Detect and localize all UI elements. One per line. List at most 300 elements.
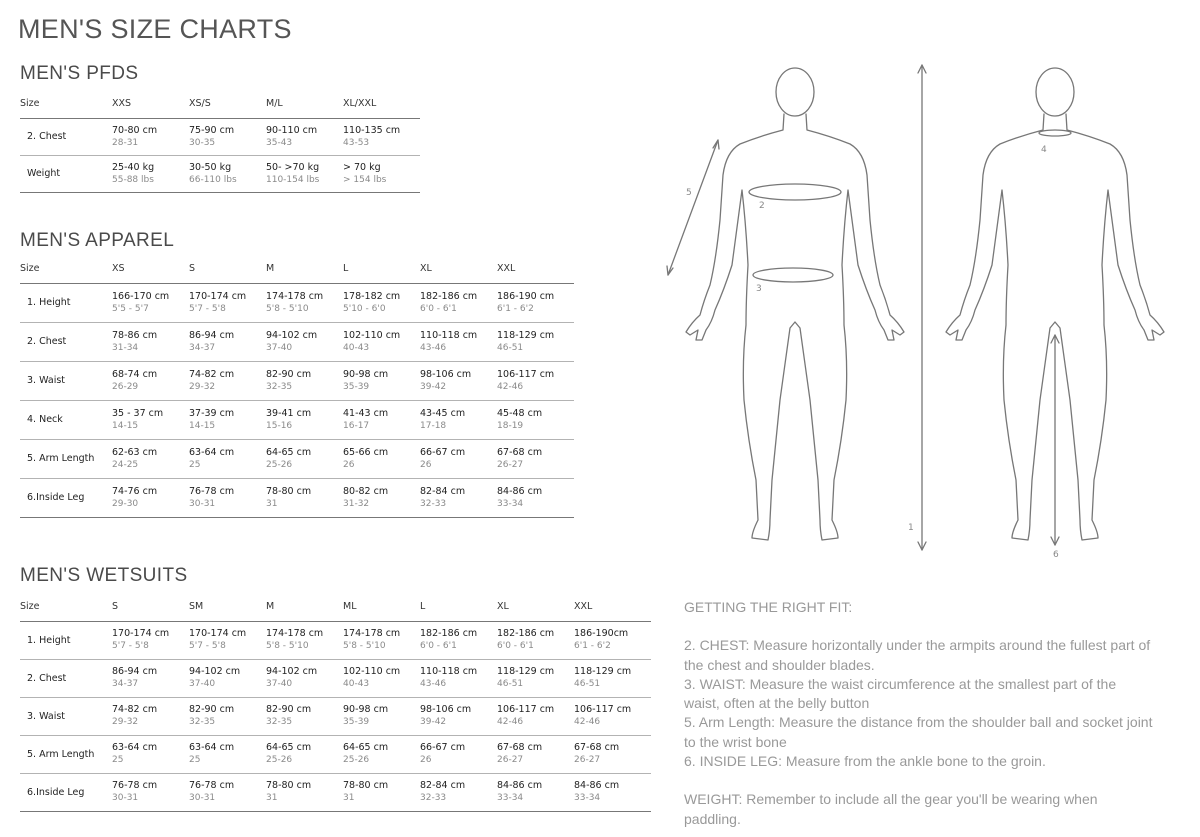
- imperial-value: 32-35: [266, 717, 293, 727]
- table-cell: [266, 439, 343, 478]
- metric-value: 66-67 cm: [420, 446, 466, 458]
- table-cell: [497, 400, 574, 439]
- chest-label: 2: [759, 201, 765, 211]
- metric-value: 174-178 cm: [266, 628, 324, 639]
- metric-value: 74-82 cm: [189, 368, 235, 380]
- imperial-value: > 154 lbs: [343, 174, 387, 185]
- imperial-value: 32-35: [189, 717, 216, 727]
- size-header-cell: S: [112, 593, 189, 621]
- metric-value: 67-68 cm: [497, 742, 543, 753]
- front-body-outline: [686, 68, 904, 540]
- table-cell: [420, 439, 497, 478]
- metric-value: 76-78 cm: [189, 780, 235, 791]
- size-header-cell: XXL: [574, 593, 651, 621]
- metric-value: 30-50 kg: [189, 161, 232, 173]
- table-cell: [420, 697, 497, 735]
- metric-value: 64-65 cm: [266, 742, 312, 753]
- imperial-value: 25: [112, 755, 124, 765]
- table-cell: [266, 322, 343, 361]
- table-cell: [112, 155, 189, 192]
- imperial-value: 42-46: [574, 717, 601, 727]
- metric-value: 82-90 cm: [189, 704, 235, 715]
- metric-value: 170-174 cm: [189, 628, 247, 639]
- table-cell: [189, 322, 266, 361]
- metric-value: 110-118 cm: [420, 666, 478, 677]
- table-cell: [112, 659, 189, 697]
- table-cell: [343, 283, 420, 322]
- metric-value: 63-64 cm: [189, 446, 235, 458]
- table-cell: [497, 283, 574, 322]
- metric-value: 98-106 cm: [420, 368, 472, 380]
- metric-value: 67-68 cm: [497, 446, 543, 458]
- table-row: [20, 659, 651, 697]
- table-cell: [112, 118, 189, 155]
- imperial-value: 35-39: [343, 717, 370, 727]
- imperial-value: 18-19: [497, 420, 524, 431]
- metric-value: 182-186 cm: [420, 290, 478, 302]
- table-cell: [266, 155, 343, 192]
- metric-value: 90-98 cm: [343, 368, 389, 380]
- metric-value: 84-86 cm: [497, 780, 543, 791]
- imperial-value: 16-17: [343, 420, 370, 431]
- imperial-value: 66-110 lbs: [189, 174, 237, 185]
- table-cell: [420, 400, 497, 439]
- metric-value: 166-170 cm: [112, 290, 170, 302]
- row-label: 3. Waist: [20, 697, 112, 735]
- metric-value: 102-110 cm: [343, 329, 401, 341]
- chest-measure-line: [749, 184, 841, 200]
- imperial-value: 5'7 - 5'8: [112, 641, 149, 651]
- size-header: Size: [20, 593, 112, 621]
- size-header: Size: [20, 90, 112, 118]
- imperial-value: 26-29: [112, 381, 139, 392]
- table-cell: [343, 697, 420, 735]
- size-header-cell: XL: [497, 593, 574, 621]
- metric-value: 50- >70 kg: [266, 161, 320, 173]
- imperial-value: 6'1 - 6'2: [497, 303, 534, 314]
- metric-value: 64-65 cm: [266, 446, 312, 458]
- table-cell: [112, 283, 189, 322]
- table-cell: [497, 773, 574, 811]
- size-header-cell: XXL: [497, 255, 574, 283]
- table-row: [20, 697, 651, 735]
- metric-value: 74-82 cm: [112, 704, 158, 715]
- table-cell: [112, 322, 189, 361]
- metric-value: 39-41 cm: [266, 407, 312, 419]
- imperial-value: 29-32: [189, 381, 216, 392]
- metric-value: 76-78 cm: [189, 485, 235, 497]
- table-cell: [420, 478, 497, 517]
- metric-value: 106-117 cm: [497, 704, 555, 715]
- metric-value: 174-178 cm: [266, 290, 324, 302]
- imperial-value: 25: [189, 755, 201, 765]
- row-label: 6.Inside Leg: [20, 773, 112, 811]
- table-cell: [497, 621, 574, 659]
- table-cell: [266, 118, 343, 155]
- metric-value: 90-98 cm: [343, 704, 389, 715]
- imperial-value: 46-51: [497, 679, 524, 689]
- table-cell: [112, 773, 189, 811]
- imperial-value: 26: [420, 755, 432, 765]
- table-cell: [497, 361, 574, 400]
- metric-value: 94-102 cm: [266, 329, 318, 341]
- table-cell: [420, 283, 497, 322]
- imperial-value: 26: [420, 459, 432, 470]
- imperial-value: 39-42: [420, 381, 447, 392]
- imperial-value: 39-42: [420, 717, 447, 727]
- imperial-value: 6'1 - 6'2: [574, 641, 611, 651]
- table-cell: [420, 773, 497, 811]
- pfds-title: MEN'S PFDS: [20, 63, 139, 84]
- row-label: 6.Inside Leg: [20, 478, 112, 517]
- table-cell: [574, 735, 651, 773]
- imperial-value: 28-31: [112, 137, 139, 148]
- metric-value: 37-39 cm: [189, 407, 235, 419]
- wetsuits-title: MEN'S WETSUITS: [20, 565, 188, 586]
- fit-guide-chest: 2. CHEST: Measure horizontally under the armpits around the fullest part of the chest and shoulder blades.: [684, 637, 1151, 673]
- metric-value: 186-190 cm: [497, 290, 555, 302]
- row-label: 5. Arm Length: [20, 439, 112, 478]
- table-row: [20, 439, 574, 478]
- metric-value: 78-80 cm: [266, 485, 312, 497]
- table-cell: [266, 283, 343, 322]
- metric-value: 78-80 cm: [266, 780, 312, 791]
- metric-value: 170-174 cm: [189, 290, 247, 302]
- imperial-value: 5'8 - 5'10: [266, 303, 309, 314]
- row-label: 1. Height: [20, 283, 112, 322]
- imperial-value: 46-51: [574, 679, 601, 689]
- table-row: [20, 322, 574, 361]
- metric-value: 45-48 cm: [497, 407, 543, 419]
- table-cell: [497, 439, 574, 478]
- table-cell: [266, 697, 343, 735]
- row-label: 3. Waist: [20, 361, 112, 400]
- row-label: 5. Arm Length: [20, 735, 112, 773]
- leg-label: 6: [1053, 550, 1059, 560]
- metric-value: 84-86 cm: [497, 485, 543, 497]
- metric-value: 118-129 cm: [497, 666, 555, 677]
- size-header-cell: XS/S: [189, 90, 266, 118]
- fit-guide-arm: 5. Arm Length: Measure the distance from the shoulder ball and socket joint to the wrist bone: [684, 714, 1153, 750]
- table-cell: [189, 155, 266, 192]
- table-cell: [343, 322, 420, 361]
- table-cell: [343, 118, 420, 155]
- imperial-value: 32-33: [420, 498, 447, 509]
- metric-value: 110-118 cm: [420, 329, 478, 341]
- table-cell: [112, 439, 189, 478]
- imperial-value: 6'0 - 6'1: [420, 303, 457, 314]
- imperial-value: 42-46: [497, 381, 524, 392]
- imperial-value: 15-16: [266, 420, 293, 431]
- metric-value: 82-84 cm: [420, 780, 466, 791]
- table-cell: [189, 478, 266, 517]
- size-header-cell: XS: [112, 255, 189, 283]
- imperial-value: 30-31: [189, 793, 216, 803]
- imperial-value: 29-32: [112, 717, 139, 727]
- imperial-value: 43-53: [343, 137, 370, 148]
- page-title: MEN'S SIZE CHARTS: [18, 14, 292, 44]
- metric-value: 110-135 cm: [343, 124, 401, 136]
- metric-value: 43-45 cm: [420, 407, 466, 419]
- neck-measure-line: [1039, 130, 1071, 136]
- table-cell: [497, 659, 574, 697]
- size-header-cell: ML: [343, 593, 420, 621]
- fit-guide: [684, 598, 1154, 829]
- metric-value: 94-102 cm: [189, 666, 241, 677]
- size-header-cell: M: [266, 255, 343, 283]
- table-cell: [420, 735, 497, 773]
- imperial-value: 5'8 - 5'10: [343, 641, 386, 651]
- imperial-value: 31-34: [112, 342, 139, 353]
- table-row: [20, 478, 574, 517]
- imperial-value: 37-40: [266, 679, 293, 689]
- imperial-value: 25-26: [266, 755, 293, 765]
- metric-value: 63-64 cm: [112, 742, 158, 753]
- size-header-cell: XL/XXL: [343, 90, 420, 118]
- table-cell: [189, 735, 266, 773]
- size-header-cell: M/L: [266, 90, 343, 118]
- row-label: 1. Height: [20, 621, 112, 659]
- size-header: Size: [20, 255, 112, 283]
- imperial-value: 37-40: [189, 679, 216, 689]
- table-cell: [420, 621, 497, 659]
- table-row: [20, 735, 651, 773]
- metric-value: > 70 kg: [343, 161, 381, 173]
- metric-value: 62-63 cm: [112, 446, 158, 458]
- table-cell: [497, 478, 574, 517]
- metric-value: 98-106 cm: [420, 704, 472, 715]
- imperial-value: 35-43: [266, 137, 293, 148]
- imperial-value: 5'5 - 5'7: [112, 303, 149, 314]
- metric-value: 76-78 cm: [112, 780, 158, 791]
- table-cell: [497, 322, 574, 361]
- size-header-cell: L: [343, 255, 420, 283]
- imperial-value: 26-27: [497, 459, 524, 470]
- table-cell: [343, 659, 420, 697]
- imperial-value: 31: [266, 498, 278, 509]
- table-cell: [266, 621, 343, 659]
- table-cell: [343, 621, 420, 659]
- table-cell: [343, 735, 420, 773]
- imperial-value: 33-34: [497, 793, 524, 803]
- metric-value: 94-102 cm: [266, 666, 318, 677]
- metric-value: 182-186 cm: [497, 628, 555, 639]
- metric-value: 102-110 cm: [343, 666, 401, 677]
- size-header-cell: XXS: [112, 90, 189, 118]
- metric-value: 67-68 cm: [574, 742, 620, 753]
- metric-value: 82-90 cm: [266, 368, 312, 380]
- imperial-value: 33-34: [497, 498, 524, 509]
- body-measurement-diagram-icon: [660, 60, 1190, 560]
- metric-value: 75-90 cm: [189, 124, 235, 136]
- table-cell: [189, 697, 266, 735]
- table-cell: [574, 773, 651, 811]
- height-label: 1: [908, 523, 914, 533]
- imperial-value: 5'8 - 5'10: [266, 641, 309, 651]
- row-label: 2. Chest: [20, 322, 112, 361]
- imperial-value: 46-51: [497, 342, 524, 353]
- metric-value: 74-76 cm: [112, 485, 158, 497]
- imperial-value: 30-31: [189, 498, 216, 509]
- table-cell: [574, 697, 651, 735]
- table-cell: [266, 735, 343, 773]
- table-cell: [497, 735, 574, 773]
- size-header-cell: M: [266, 593, 343, 621]
- table-cell: [189, 361, 266, 400]
- table-cell: [266, 361, 343, 400]
- table-cell: [343, 400, 420, 439]
- table-row: [20, 773, 651, 811]
- table-row: [20, 400, 574, 439]
- row-label: Weight: [20, 155, 112, 192]
- table-row: [20, 118, 420, 155]
- apparel-title: MEN'S APPAREL: [20, 230, 175, 251]
- imperial-value: 5'7 - 5'8: [189, 641, 226, 651]
- table-cell: [112, 621, 189, 659]
- metric-value: 41-43 cm: [343, 407, 389, 419]
- table-cell: [343, 773, 420, 811]
- imperial-value: 31-32: [343, 498, 370, 509]
- table-row: [20, 361, 574, 400]
- table-row: [20, 621, 651, 659]
- table-cell: [266, 659, 343, 697]
- table-cell: [420, 659, 497, 697]
- imperial-value: 30-35: [189, 137, 216, 148]
- metric-value: 64-65 cm: [343, 742, 389, 753]
- table-cell: [420, 322, 497, 361]
- apparel-table: [20, 255, 574, 518]
- pfds-table: [20, 90, 420, 193]
- imperial-value: 42-46: [497, 717, 524, 727]
- imperial-value: 40-43: [343, 679, 370, 689]
- metric-value: 106-117 cm: [574, 704, 632, 715]
- wetsuits-table: [20, 593, 651, 812]
- table-row: [20, 283, 574, 322]
- imperial-value: 29-30: [112, 498, 139, 509]
- metric-value: 86-94 cm: [112, 666, 158, 677]
- table-cell: [112, 361, 189, 400]
- row-label: 2. Chest: [20, 659, 112, 697]
- metric-value: 68-74 cm: [112, 368, 158, 380]
- imperial-value: 34-37: [112, 679, 139, 689]
- imperial-value: 26: [343, 459, 355, 470]
- arm-measure-line: [668, 140, 718, 275]
- imperial-value: 25: [189, 459, 201, 470]
- metric-value: 65-66 cm: [343, 446, 389, 458]
- metric-value: 35 - 37 cm: [112, 407, 164, 419]
- imperial-value: 32-33: [420, 793, 447, 803]
- table-row: [20, 155, 420, 192]
- fit-guide-waist: 3. WAIST: Measure the waist circumference at the smallest part of the waist, often at the belly button: [684, 675, 1117, 712]
- table-cell: [189, 400, 266, 439]
- table-cell: [189, 773, 266, 811]
- row-label: 2. Chest: [20, 118, 112, 155]
- table-cell: [112, 735, 189, 773]
- metric-value: 78-80 cm: [343, 780, 389, 791]
- metric-value: 82-84 cm: [420, 485, 466, 497]
- imperial-value: 32-35: [266, 381, 293, 392]
- metric-value: 78-86 cm: [112, 329, 158, 341]
- table-cell: [112, 697, 189, 735]
- table-cell: [343, 478, 420, 517]
- metric-value: 66-67 cm: [420, 742, 466, 753]
- metric-value: 80-82 cm: [343, 485, 389, 497]
- table-cell: [112, 400, 189, 439]
- table-cell: [189, 621, 266, 659]
- table-cell: [420, 361, 497, 400]
- imperial-value: 5'7 - 5'8: [189, 303, 226, 314]
- table-cell: [112, 478, 189, 517]
- metric-value: 90-110 cm: [266, 124, 318, 136]
- table-cell: [574, 621, 651, 659]
- imperial-value: 25-26: [343, 755, 370, 765]
- metric-value: 70-80 cm: [112, 124, 158, 136]
- row-label: 4. Neck: [20, 400, 112, 439]
- table-cell: [189, 659, 266, 697]
- size-header-cell: S: [189, 255, 266, 283]
- table-cell: [343, 439, 420, 478]
- size-header-cell: XL: [420, 255, 497, 283]
- imperial-value: 30-31: [112, 793, 139, 803]
- metric-value: 118-129 cm: [574, 666, 632, 677]
- imperial-value: 14-15: [189, 420, 216, 431]
- table-cell: [266, 478, 343, 517]
- table-cell: [343, 155, 420, 192]
- metric-value: 63-64 cm: [189, 742, 235, 753]
- metric-value: 186-190cm: [574, 628, 629, 639]
- arm-label: 5: [686, 188, 692, 198]
- metric-value: 174-178 cm: [343, 628, 401, 639]
- imperial-value: 31: [343, 793, 355, 803]
- imperial-value: 5'10 - 6'0: [343, 303, 386, 314]
- fit-guide-heading: GETTING THE RIGHT FIT:: [684, 599, 853, 615]
- table-cell: [266, 400, 343, 439]
- imperial-value: 6'0 - 6'1: [420, 641, 457, 651]
- waist-measure-line: [753, 268, 833, 282]
- table-cell: [343, 361, 420, 400]
- imperial-value: 55-88 lbs: [112, 174, 154, 185]
- imperial-value: 26-27: [497, 755, 524, 765]
- metric-value: 25-40 kg: [112, 161, 155, 173]
- imperial-value: 43-46: [420, 679, 447, 689]
- neck-label: 4: [1041, 145, 1047, 155]
- metric-value: 170-174 cm: [112, 628, 170, 639]
- imperial-value: 26-27: [574, 755, 601, 765]
- metric-value: 182-186 cm: [420, 628, 478, 639]
- imperial-value: 14-15: [112, 420, 139, 431]
- imperial-value: 31: [266, 793, 278, 803]
- imperial-value: 34-37: [189, 342, 216, 353]
- table-cell: [189, 283, 266, 322]
- table-cell: [497, 697, 574, 735]
- metric-value: 82-90 cm: [266, 704, 312, 715]
- imperial-value: 25-26: [266, 459, 293, 470]
- metric-value: 106-117 cm: [497, 368, 555, 380]
- imperial-value: 40-43: [343, 342, 370, 353]
- metric-value: 118-129 cm: [497, 329, 555, 341]
- fit-guide-weight: WEIGHT: Remember to include all the gear you'll be wearing when paddling.: [684, 791, 1098, 827]
- table-cell: [189, 439, 266, 478]
- metric-value: 178-182 cm: [343, 290, 401, 302]
- imperial-value: 110-154 lbs: [266, 174, 320, 185]
- table-cell: [574, 659, 651, 697]
- metric-value: 86-94 cm: [189, 329, 235, 341]
- metric-value: 84-86 cm: [574, 780, 620, 791]
- fit-guide-leg: 6. INSIDE LEG: Measure from the ankle bone to the groin.: [684, 753, 1046, 770]
- table-cell: [266, 773, 343, 811]
- imperial-value: 37-40: [266, 342, 293, 353]
- table-cell: [189, 118, 266, 155]
